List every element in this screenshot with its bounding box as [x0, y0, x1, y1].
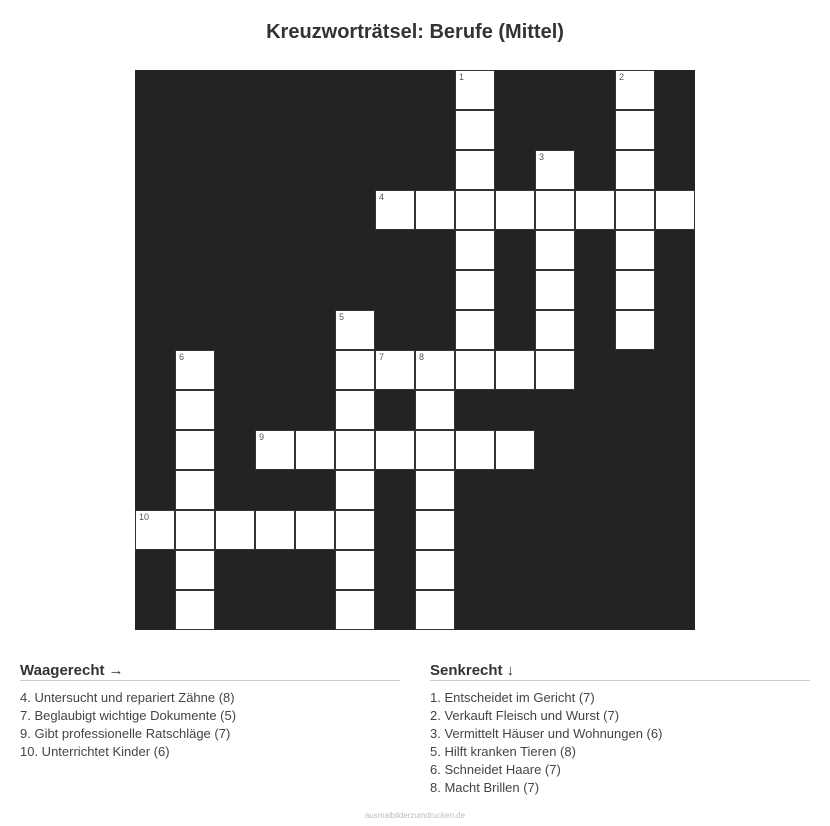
down-clue: 8. Macht Brillen (7) [430, 780, 540, 795]
grid-cell[interactable] [335, 470, 375, 510]
grid-cell[interactable] [655, 190, 695, 230]
grid-cell[interactable] [615, 110, 655, 150]
down-clue: 6. Schneidet Haare (7) [430, 762, 561, 777]
grid-cell[interactable] [375, 350, 415, 390]
grid-cell[interactable] [175, 470, 215, 510]
clue-number: 7 [379, 352, 385, 362]
grid-cell[interactable] [535, 190, 575, 230]
grid-cell[interactable] [615, 190, 655, 230]
grid-cell[interactable] [335, 590, 375, 630]
grid-cell[interactable] [415, 430, 455, 470]
grid-cell[interactable] [455, 150, 495, 190]
across-heading-row [20, 662, 400, 681]
grid-cell[interactable] [335, 390, 375, 430]
grid-cell[interactable] [335, 510, 375, 550]
grid-cell[interactable] [415, 470, 455, 510]
grid-cell[interactable] [535, 350, 575, 390]
clue-number: 8 [419, 352, 425, 362]
grid-cell[interactable] [255, 510, 295, 550]
grid-cell[interactable] [575, 190, 615, 230]
footer-credit: ausmalbilderzumdrucken.de [364, 811, 466, 820]
down-clue: 3. Vermittelt Häuser und Wohnungen (6) [430, 726, 663, 741]
grid-cell[interactable] [375, 190, 415, 230]
grid-cell[interactable] [175, 350, 215, 390]
grid-cell[interactable] [455, 310, 495, 350]
across-clue: 9. Gibt professionelle Ratschläge (7) [20, 726, 231, 741]
grid-cell[interactable] [495, 430, 535, 470]
right-arrow-icon: → [108, 662, 124, 679]
grid-cell[interactable] [215, 510, 255, 550]
down-heading: Senkrecht [430, 662, 503, 679]
grid-cell[interactable] [415, 390, 455, 430]
grid-cell[interactable] [535, 150, 575, 190]
across-heading: Waagerecht [20, 662, 105, 679]
clue-number: 3 [539, 152, 545, 162]
grid-cell[interactable] [175, 590, 215, 630]
clue-number: 2 [619, 72, 625, 82]
grid-cell[interactable] [615, 270, 655, 310]
down-clue: 1. Entscheidet im Gericht (7) [430, 690, 595, 705]
clue-number: 1 [459, 72, 465, 82]
grid-cell[interactable] [535, 310, 575, 350]
grid-cell[interactable] [415, 510, 455, 550]
grid-cell[interactable] [335, 350, 375, 390]
across-clues-section [20, 662, 400, 761]
grid-cell[interactable] [495, 190, 535, 230]
clue-number: 5 [339, 312, 345, 322]
across-clue: 4. Untersucht und repariert Zähne (8) [20, 690, 235, 705]
clue-number: 6 [179, 352, 185, 362]
crossword-grid [135, 70, 695, 630]
grid-cell[interactable] [295, 510, 335, 550]
grid-cell[interactable] [295, 430, 335, 470]
grid-cell[interactable] [175, 430, 215, 470]
grid-cell[interactable] [415, 590, 455, 630]
grid-cell[interactable] [535, 270, 575, 310]
grid-cell[interactable] [175, 550, 215, 590]
grid-cell[interactable] [175, 510, 215, 550]
grid-cell[interactable] [615, 310, 655, 350]
down-arrow-icon: ↓ [506, 662, 515, 679]
grid-cell[interactable] [455, 270, 495, 310]
grid-cell[interactable] [455, 110, 495, 150]
down-heading-row [430, 662, 810, 681]
grid-cell[interactable] [415, 190, 455, 230]
grid-cell[interactable] [335, 310, 375, 350]
down-clue: 2. Verkauft Fleisch und Wurst (7) [430, 708, 620, 723]
grid-cell[interactable] [415, 350, 455, 390]
across-clue: 7. Beglaubigt wichtige Dokumente (5) [20, 708, 237, 723]
grid-cell[interactable] [455, 70, 495, 110]
grid-cell[interactable] [255, 430, 295, 470]
puzzle-title: Kreuzworträtsel: Berufe (Mittel) [266, 21, 564, 43]
grid-cell[interactable] [615, 230, 655, 270]
down-clue: 5. Hilft kranken Tieren (8) [430, 744, 576, 759]
down-clues-section [430, 662, 810, 797]
grid-cell[interactable] [455, 430, 495, 470]
clue-number: 10 [139, 512, 150, 522]
grid-cell[interactable] [615, 150, 655, 190]
grid-cell[interactable] [375, 430, 415, 470]
grid-cell[interactable] [335, 550, 375, 590]
across-clue: 10. Unterrichtet Kinder (6) [20, 744, 170, 759]
grid-cell[interactable] [415, 550, 455, 590]
clue-number: 4 [379, 192, 385, 202]
grid-cell[interactable] [495, 350, 535, 390]
grid-cell[interactable] [615, 70, 655, 110]
grid-cell[interactable] [175, 390, 215, 430]
grid-cell[interactable] [455, 230, 495, 270]
grid-cell[interactable] [335, 430, 375, 470]
grid-cell[interactable] [455, 350, 495, 390]
grid-cell[interactable] [455, 190, 495, 230]
grid-cell[interactable] [535, 230, 575, 270]
grid-cell[interactable] [135, 510, 175, 550]
clue-number: 9 [259, 432, 265, 442]
